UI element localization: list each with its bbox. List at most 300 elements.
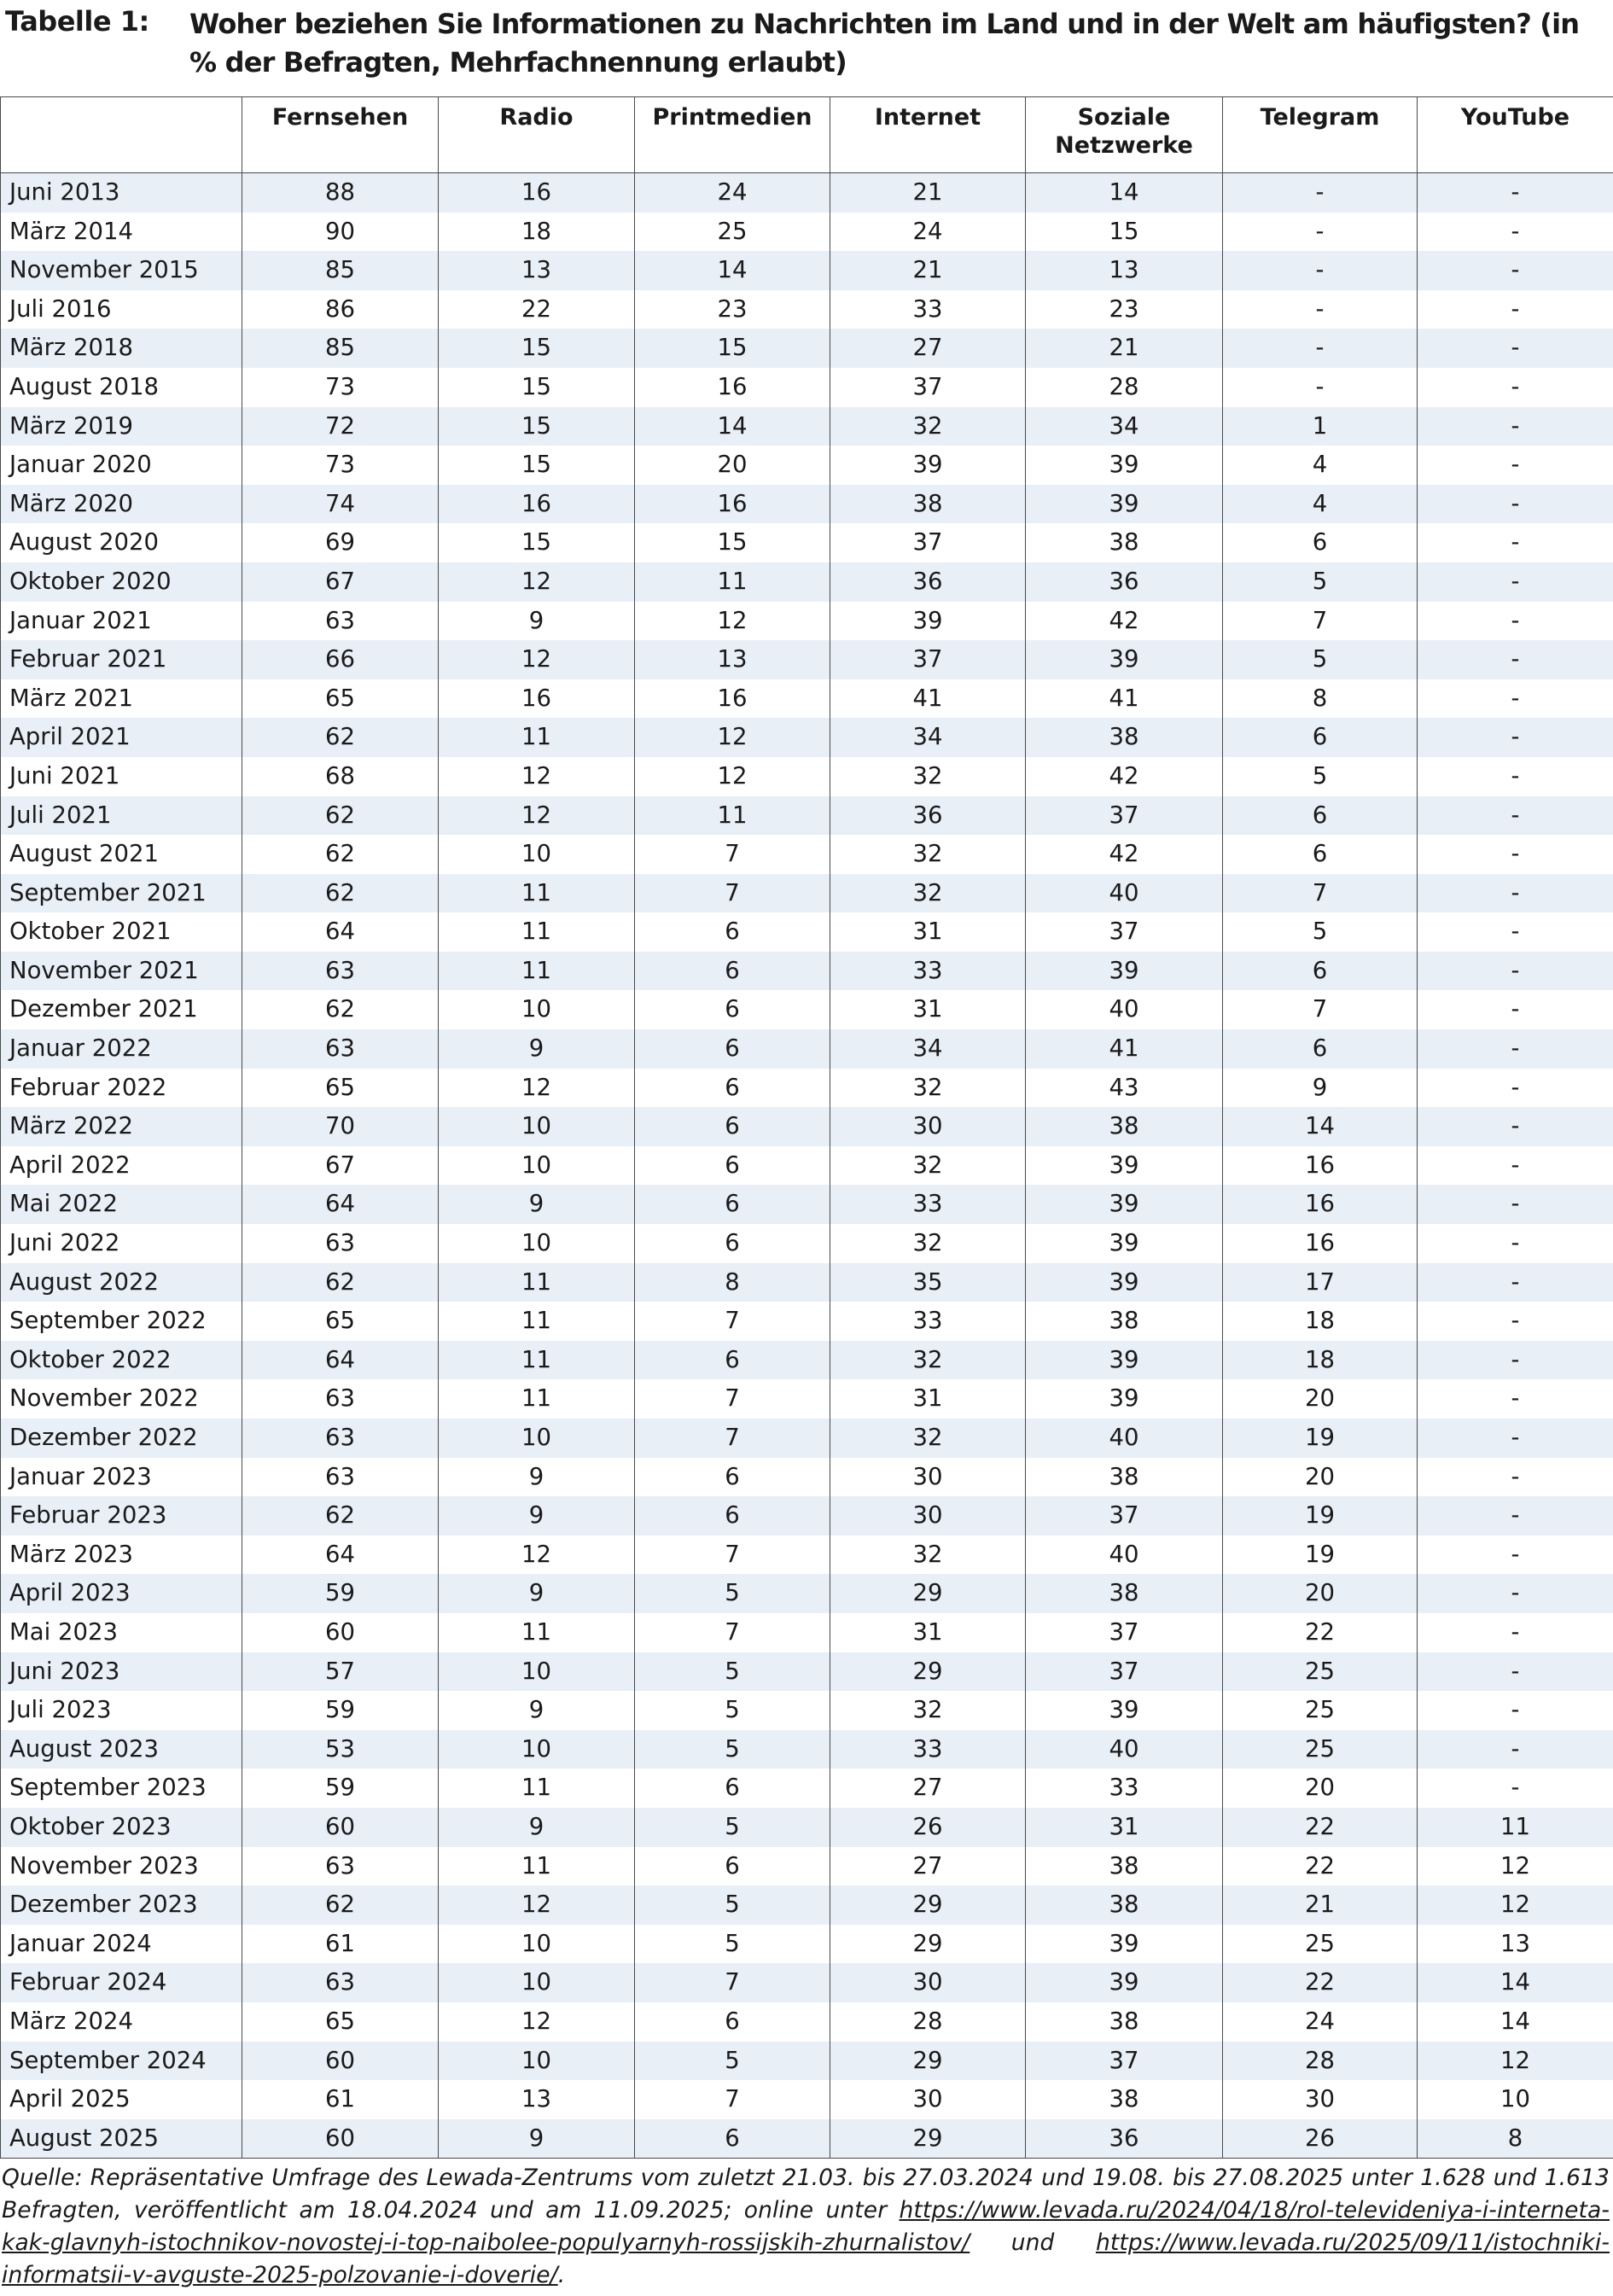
cell-youtube: -	[1418, 602, 1613, 641]
cell-soziale-netzwerke: 34	[1026, 407, 1223, 446]
cell-soziale-netzwerke: 38	[1026, 1574, 1223, 1613]
cell-date: Juni 2021	[1, 757, 242, 796]
cell-internet: 27	[830, 1769, 1026, 1808]
cell-internet: 39	[830, 446, 1026, 485]
cell-telegram: 6	[1223, 718, 1418, 757]
cell-internet: 32	[830, 407, 1026, 446]
table-row	[1, 679, 1613, 719]
header-row	[1, 97, 1613, 173]
cell-radio: 13	[439, 251, 635, 290]
cell-fernsehen: 62	[242, 1885, 439, 1925]
cell-date: März 2023	[1, 1536, 242, 1575]
cell-youtube: -	[1418, 1458, 1613, 1497]
cell-youtube: -	[1418, 213, 1613, 252]
cell-radio: 10	[439, 1224, 635, 1263]
cell-radio: 9	[439, 1691, 635, 1730]
cell-printmedien: 14	[635, 251, 830, 290]
cell-soziale-netzwerke: 39	[1026, 1341, 1223, 1380]
cell-telegram: -	[1223, 329, 1418, 368]
cell-radio: 15	[439, 329, 635, 368]
cell-date: Februar 2022	[1, 1069, 242, 1108]
cell-printmedien: 5	[635, 1808, 830, 1847]
cell-date: März 2014	[1, 213, 242, 252]
cell-radio: 11	[439, 718, 635, 757]
cell-telegram: 6	[1223, 1029, 1418, 1069]
cell-soziale-netzwerke: 43	[1026, 1069, 1223, 1108]
cell-date: Oktober 2021	[1, 912, 242, 952]
cell-date: März 2021	[1, 679, 242, 719]
cell-internet: 32	[830, 1419, 1026, 1458]
cell-radio: 9	[439, 1574, 635, 1613]
cell-printmedien: 16	[635, 368, 830, 407]
cell-soziale-netzwerke: 37	[1026, 1652, 1223, 1692]
cell-radio: 15	[439, 407, 635, 446]
table-row	[1, 1730, 1613, 1769]
cell-internet: 37	[830, 640, 1026, 679]
cell-fernsehen: 85	[242, 251, 439, 290]
cell-telegram: 16	[1223, 1224, 1418, 1263]
table-row	[1, 1613, 1613, 1652]
cell-internet: 29	[830, 1925, 1026, 1964]
cell-soziale-netzwerke: 39	[1026, 1185, 1223, 1224]
table-row	[1, 485, 1613, 524]
source-link-2024[interactable]: https://www.levada.ru/2024/04/18/rol-televideniya-i-interneta-kak-glavnyh-istochnikov-novostej-i-top-naibolee-populyarnyh-rossijskih-zhurnalistov/	[2, 2197, 1610, 2256]
cell-fernsehen: 67	[242, 562, 439, 602]
cell-internet: 33	[830, 1185, 1026, 1224]
cell-fernsehen: 65	[242, 1302, 439, 1341]
cell-internet: 35	[830, 1263, 1026, 1302]
cell-fernsehen: 63	[242, 1847, 439, 1886]
cell-fernsehen: 65	[242, 679, 439, 719]
cell-soziale-netzwerke: 38	[1026, 1885, 1223, 1925]
table-row	[1, 602, 1613, 641]
table-row	[1, 718, 1613, 757]
cell-radio: 12	[439, 562, 635, 602]
header-cell-date	[1, 97, 242, 173]
cell-fernsehen: 65	[242, 1069, 439, 1108]
cell-soziale-netzwerke: 37	[1026, 1496, 1223, 1536]
cell-printmedien: 7	[635, 1613, 830, 1652]
cell-internet: 29	[830, 1885, 1026, 1925]
table-row	[1, 757, 1613, 796]
cell-soziale-netzwerke: 13	[1026, 251, 1223, 290]
cell-radio: 12	[439, 1885, 635, 1925]
cell-radio: 11	[439, 1613, 635, 1652]
cell-telegram: 4	[1223, 446, 1418, 485]
cell-date: August 2023	[1, 1730, 242, 1769]
cell-printmedien: 12	[635, 602, 830, 641]
cell-soziale-netzwerke: 38	[1026, 1847, 1223, 1886]
cell-date: Juli 2021	[1, 796, 242, 836]
cell-youtube: -	[1418, 990, 1613, 1029]
cell-telegram: 21	[1223, 1885, 1418, 1925]
cell-youtube: -	[1418, 1146, 1613, 1186]
cell-internet: 32	[830, 1224, 1026, 1263]
cell-printmedien: 6	[635, 1224, 830, 1263]
table-row	[1, 1069, 1613, 1108]
cell-soziale-netzwerke: 42	[1026, 602, 1223, 641]
cell-printmedien: 7	[635, 874, 830, 913]
cell-date: August 2025	[1, 2119, 242, 2159]
cell-radio: 10	[439, 2042, 635, 2081]
table-row	[1, 1379, 1613, 1419]
cell-date: November 2021	[1, 952, 242, 991]
cell-internet: 30	[830, 1963, 1026, 2002]
cell-soziale-netzwerke: 40	[1026, 1419, 1223, 1458]
cell-radio: 12	[439, 757, 635, 796]
cell-youtube: 14	[1418, 2002, 1613, 2042]
header-cell-radio: Radio	[439, 97, 635, 173]
cell-fernsehen: 63	[242, 952, 439, 991]
cell-telegram: -	[1223, 213, 1418, 252]
cell-printmedien: 6	[635, 1769, 830, 1808]
cell-soziale-netzwerke: 39	[1026, 1146, 1223, 1186]
cell-printmedien: 6	[635, 1458, 830, 1497]
cell-internet: 30	[830, 1458, 1026, 1497]
cell-telegram: 7	[1223, 602, 1418, 641]
cell-radio: 12	[439, 2002, 635, 2042]
cell-fernsehen: 62	[242, 990, 439, 1029]
cell-youtube: -	[1418, 1029, 1613, 1069]
cell-youtube: 14	[1418, 1963, 1613, 2002]
cell-soziale-netzwerke: 38	[1026, 2080, 1223, 2119]
cell-internet: 27	[830, 329, 1026, 368]
cell-radio: 16	[439, 485, 635, 524]
cell-radio: 9	[439, 1496, 635, 1536]
cell-date: März 2019	[1, 407, 242, 446]
cell-soziale-netzwerke: 21	[1026, 329, 1223, 368]
table-row	[1, 407, 1613, 446]
cell-radio: 15	[439, 523, 635, 562]
cell-printmedien: 24	[635, 173, 830, 213]
cell-radio: 9	[439, 1808, 635, 1847]
data-table-container	[0, 96, 1613, 2159]
cell-fernsehen: 70	[242, 1107, 439, 1146]
cell-internet: 38	[830, 485, 1026, 524]
cell-telegram: -	[1223, 368, 1418, 407]
cell-internet: 29	[830, 1574, 1026, 1613]
cell-internet: 33	[830, 1730, 1026, 1769]
cell-printmedien: 16	[635, 485, 830, 524]
cell-radio: 9	[439, 2119, 635, 2159]
cell-radio: 9	[439, 1029, 635, 1069]
cell-date: Juli 2023	[1, 1691, 242, 1730]
cell-radio: 10	[439, 1146, 635, 1186]
header-cell-internet: Internet	[830, 97, 1026, 173]
cell-fernsehen: 64	[242, 1536, 439, 1575]
cell-internet: 34	[830, 1029, 1026, 1069]
cell-radio: 18	[439, 213, 635, 252]
cell-printmedien: 6	[635, 2119, 830, 2159]
cell-printmedien: 6	[635, 1185, 830, 1224]
cell-date: März 2022	[1, 1107, 242, 1146]
table-row	[1, 912, 1613, 952]
cell-youtube: -	[1418, 1419, 1613, 1458]
cell-fernsehen: 74	[242, 485, 439, 524]
cell-printmedien: 13	[635, 640, 830, 679]
cell-telegram: 20	[1223, 1379, 1418, 1419]
cell-youtube: -	[1418, 1302, 1613, 1341]
cell-internet: 32	[830, 874, 1026, 913]
header-cell-fernsehen: Fernsehen	[242, 97, 439, 173]
cell-internet: 21	[830, 173, 1026, 213]
cell-telegram: 14	[1223, 1107, 1418, 1146]
cell-telegram: 17	[1223, 1263, 1418, 1302]
cell-printmedien: 5	[635, 1885, 830, 1925]
data-table	[0, 96, 1613, 2159]
table-row	[1, 290, 1613, 329]
cell-telegram: 20	[1223, 1769, 1418, 1808]
cell-radio: 10	[439, 990, 635, 1029]
cell-soziale-netzwerke: 39	[1026, 952, 1223, 991]
cell-fernsehen: 62	[242, 796, 439, 836]
cell-internet: 21	[830, 251, 1026, 290]
cell-youtube: -	[1418, 679, 1613, 719]
cell-fernsehen: 60	[242, 1613, 439, 1652]
cell-printmedien: 7	[635, 1419, 830, 1458]
cell-radio: 9	[439, 1185, 635, 1224]
cell-internet: 29	[830, 2119, 1026, 2159]
table-row	[1, 2042, 1613, 2081]
cell-youtube: -	[1418, 1536, 1613, 1575]
cell-youtube: -	[1418, 1574, 1613, 1613]
cell-printmedien: 7	[635, 1536, 830, 1575]
cell-date: März 2018	[1, 329, 242, 368]
cell-telegram: 9	[1223, 1069, 1418, 1108]
cell-fernsehen: 53	[242, 1730, 439, 1769]
cell-telegram: 20	[1223, 1458, 1418, 1497]
cell-fernsehen: 73	[242, 446, 439, 485]
cell-youtube: -	[1418, 912, 1613, 952]
cell-radio: 11	[439, 912, 635, 952]
cell-printmedien: 12	[635, 718, 830, 757]
table-row	[1, 368, 1613, 407]
cell-soziale-netzwerke: 39	[1026, 1263, 1223, 1302]
cell-youtube: -	[1418, 757, 1613, 796]
cell-date: September 2023	[1, 1769, 242, 1808]
cell-date: November 2023	[1, 1847, 242, 1886]
cell-youtube: -	[1418, 718, 1613, 757]
cell-internet: 32	[830, 1146, 1026, 1186]
cell-internet: 32	[830, 1691, 1026, 1730]
cell-soziale-netzwerke: 39	[1026, 1379, 1223, 1419]
cell-radio: 12	[439, 640, 635, 679]
cell-fernsehen: 67	[242, 1146, 439, 1186]
cell-fernsehen: 72	[242, 407, 439, 446]
cell-internet: 32	[830, 1536, 1026, 1575]
cell-date: April 2023	[1, 1574, 242, 1613]
cell-youtube: 13	[1418, 1925, 1613, 1964]
cell-soziale-netzwerke: 37	[1026, 912, 1223, 952]
cell-printmedien: 7	[635, 1963, 830, 2002]
cell-internet: 31	[830, 1379, 1026, 1419]
table-row	[1, 1808, 1613, 1847]
table-row	[1, 1107, 1613, 1146]
cell-radio: 11	[439, 952, 635, 991]
cell-fernsehen: 59	[242, 1769, 439, 1808]
cell-telegram: 5	[1223, 562, 1418, 602]
cell-youtube: -	[1418, 290, 1613, 329]
cell-fernsehen: 63	[242, 1963, 439, 2002]
cell-radio: 22	[439, 290, 635, 329]
cell-soziale-netzwerke: 39	[1026, 485, 1223, 524]
cell-youtube: -	[1418, 1730, 1613, 1769]
cell-telegram: 28	[1223, 2042, 1418, 2081]
cell-telegram: 16	[1223, 1146, 1418, 1186]
cell-internet: 31	[830, 1613, 1026, 1652]
cell-date: September 2024	[1, 2042, 242, 2081]
cell-fernsehen: 60	[242, 2119, 439, 2159]
cell-telegram: -	[1223, 251, 1418, 290]
table-row	[1, 1847, 1613, 1886]
cell-internet: 32	[830, 1341, 1026, 1380]
cell-printmedien: 20	[635, 446, 830, 485]
cell-telegram: 6	[1223, 835, 1418, 874]
cell-soziale-netzwerke: 39	[1026, 640, 1223, 679]
cell-fernsehen: 63	[242, 1419, 439, 1458]
cell-printmedien: 7	[635, 1379, 830, 1419]
cell-fernsehen: 62	[242, 1263, 439, 1302]
cell-radio: 11	[439, 1263, 635, 1302]
source-text: Quelle: Repräsentative Umfrage des Lewada-Zentrums vom zuletzt 21.03. bis 27.03.2024 und 19.08. bis 27.08.2025 unter 1.628 und 1.613 Befragten, veröffentlicht am 18.04.2024 und am 11.09.2025; online unter	[2, 2165, 1610, 2223]
source-link-2025[interactable]: https://www.levada.ru/2025/09/11/istochniki-informatsii-v-avguste-2025-polzovanie-i-doverie/	[2, 2229, 1610, 2288]
cell-telegram: 1	[1223, 407, 1418, 446]
cell-fernsehen: 86	[242, 290, 439, 329]
table-row	[1, 1574, 1613, 1613]
table-row	[1, 1885, 1613, 1925]
cell-internet: 24	[830, 213, 1026, 252]
source-note	[2, 2162, 1610, 2292]
cell-date: Januar 2022	[1, 1029, 242, 1069]
table-title: Woher beziehen Sie Informationen zu Nachrichten im Land und in der Welt am häufigsten? (in % der Befragten, Mehrfachnennung erlaubt)	[189, 8, 1580, 79]
cell-internet: 36	[830, 796, 1026, 836]
table-row	[1, 1185, 1613, 1224]
cell-soziale-netzwerke: 39	[1026, 446, 1223, 485]
table-row	[1, 835, 1613, 874]
table-row	[1, 1691, 1613, 1730]
cell-date: November 2022	[1, 1379, 242, 1419]
cell-fernsehen: 61	[242, 1925, 439, 1964]
cell-radio: 10	[439, 1107, 635, 1146]
cell-fernsehen: 60	[242, 1808, 439, 1847]
cell-youtube: 8	[1418, 2119, 1613, 2159]
cell-printmedien: 11	[635, 562, 830, 602]
cell-radio: 9	[439, 602, 635, 641]
cell-printmedien: 5	[635, 1691, 830, 1730]
cell-printmedien: 16	[635, 679, 830, 719]
cell-youtube: -	[1418, 1652, 1613, 1692]
cell-fernsehen: 57	[242, 1652, 439, 1692]
cell-internet: 29	[830, 2042, 1026, 2081]
cell-youtube: -	[1418, 1224, 1613, 1263]
table-row	[1, 1925, 1613, 1964]
table-row	[1, 173, 1613, 213]
cell-youtube: -	[1418, 329, 1613, 368]
cell-soziale-netzwerke: 42	[1026, 835, 1223, 874]
cell-youtube: -	[1418, 874, 1613, 913]
cell-telegram: 22	[1223, 1847, 1418, 1886]
cell-soziale-netzwerke: 38	[1026, 523, 1223, 562]
cell-printmedien: 7	[635, 1302, 830, 1341]
table-number-label: Tabelle 1:	[5, 5, 149, 38]
cell-youtube: 12	[1418, 1847, 1613, 1886]
cell-fernsehen: 73	[242, 368, 439, 407]
cell-radio: 10	[439, 1925, 635, 1964]
cell-fernsehen: 63	[242, 602, 439, 641]
cell-internet: 31	[830, 912, 1026, 952]
cell-date: März 2020	[1, 485, 242, 524]
cell-soziale-netzwerke: 39	[1026, 1691, 1223, 1730]
cell-radio: 10	[439, 1419, 635, 1458]
cell-date: Dezember 2023	[1, 1885, 242, 1925]
cell-youtube: 12	[1418, 1885, 1613, 1925]
cell-fernsehen: 62	[242, 874, 439, 913]
cell-telegram: 7	[1223, 990, 1418, 1029]
cell-printmedien: 14	[635, 407, 830, 446]
cell-radio: 16	[439, 173, 635, 213]
cell-internet: 37	[830, 523, 1026, 562]
cell-soziale-netzwerke: 36	[1026, 562, 1223, 602]
cell-youtube: -	[1418, 796, 1613, 836]
cell-date: Juni 2022	[1, 1224, 242, 1263]
cell-internet: 28	[830, 2002, 1026, 2042]
cell-date: August 2018	[1, 368, 242, 407]
cell-telegram: 20	[1223, 1574, 1418, 1613]
header-cell-soziale-netzwerke: Soziale Netzwerke	[1026, 97, 1223, 173]
cell-telegram: 5	[1223, 640, 1418, 679]
cell-fernsehen: 59	[242, 1691, 439, 1730]
cell-internet: 30	[830, 1107, 1026, 1146]
table-row	[1, 446, 1613, 485]
cell-date: September 2021	[1, 874, 242, 913]
cell-printmedien: 7	[635, 835, 830, 874]
cell-fernsehen: 62	[242, 835, 439, 874]
cell-internet: 29	[830, 1652, 1026, 1692]
cell-radio: 11	[439, 874, 635, 913]
cell-date: April 2022	[1, 1146, 242, 1186]
cell-date: Oktober 2020	[1, 562, 242, 602]
cell-fernsehen: 63	[242, 1029, 439, 1069]
cell-date: Februar 2024	[1, 1963, 242, 2002]
cell-telegram: 19	[1223, 1419, 1418, 1458]
cell-soziale-netzwerke: 15	[1026, 213, 1223, 252]
cell-youtube: -	[1418, 251, 1613, 290]
cell-soziale-netzwerke: 38	[1026, 718, 1223, 757]
cell-date: Mai 2022	[1, 1185, 242, 1224]
cell-radio: 12	[439, 1536, 635, 1575]
cell-printmedien: 6	[635, 1341, 830, 1380]
cell-telegram: 18	[1223, 1341, 1418, 1380]
cell-printmedien: 25	[635, 213, 830, 252]
cell-radio: 10	[439, 1652, 635, 1692]
cell-telegram: 25	[1223, 1652, 1418, 1692]
table-caption	[0, 0, 1613, 94]
cell-soziale-netzwerke: 14	[1026, 173, 1223, 213]
cell-fernsehen: 90	[242, 213, 439, 252]
cell-internet: 34	[830, 718, 1026, 757]
cell-fernsehen: 63	[242, 1224, 439, 1263]
cell-fernsehen: 61	[242, 2080, 439, 2119]
cell-radio: 11	[439, 1847, 635, 1886]
cell-youtube: -	[1418, 523, 1613, 562]
cell-internet: 30	[830, 2080, 1026, 2119]
cell-youtube: -	[1418, 1107, 1613, 1146]
cell-date: Dezember 2022	[1, 1419, 242, 1458]
table-row	[1, 251, 1613, 290]
table-row	[1, 213, 1613, 252]
cell-soziale-netzwerke: 37	[1026, 796, 1223, 836]
table-row	[1, 874, 1613, 913]
